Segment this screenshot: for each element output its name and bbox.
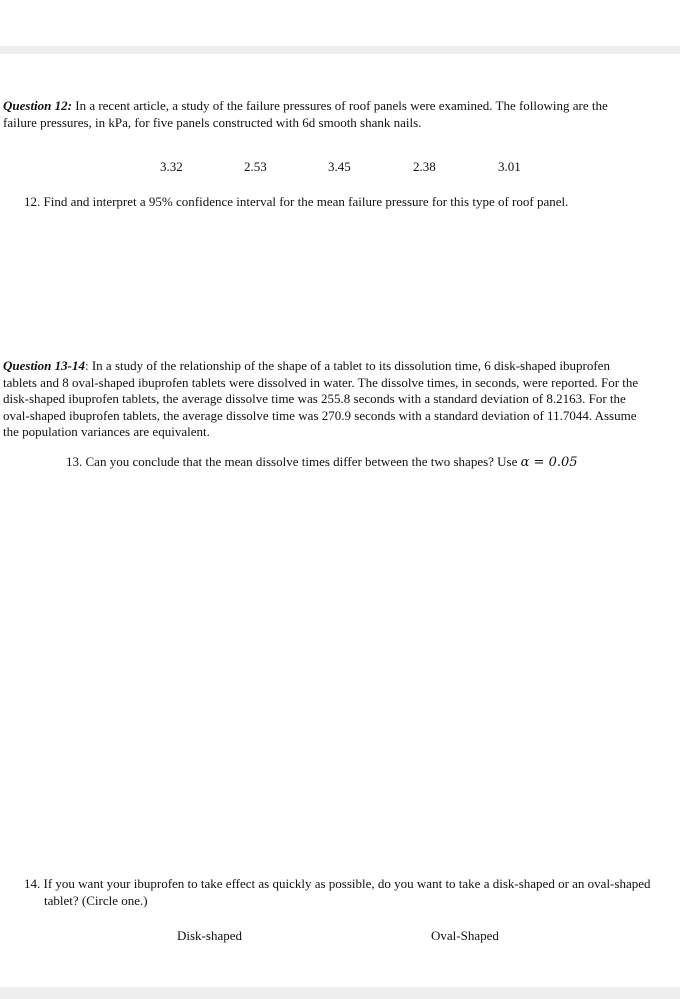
top-divider-band [0, 46, 680, 54]
question-14-prompt: 14. If you want your ibuprofen to take effect as quickly as possible, do you want to take a disk-shaped or an oval-shaped tablet? (Circle one.) [24, 876, 651, 908]
failure-pressure-values [0, 159, 680, 177]
value-item: 3.32 [160, 159, 183, 174]
question-13-14-paragraph [3, 358, 643, 441]
question-12-paragraph [3, 98, 643, 131]
question-13-14-text: : In a study of the relationship of the shape of a tablet to its dissolution time, 6 disk-shaped ibuprofen tablets and 8 oval-shaped ibuprofen tablets were dissolved in water. The dissolve times, in seconds, were reported. For the disk-shaped ibuprofen tablets, the average dissolve time was 255.8 seconds with a standard deviation of 8.2163. For the oval-shaped ibuprofen tablets, the average dissolve time was 270.9 seconds with a standard deviation of 11.7044. Assume the population variances are equivalent. [3, 358, 639, 439]
question-12-prompt: 12. Find and interpret a 95% confidence interval for the mean failure pressure for this type of roof panel. [24, 194, 569, 209]
question-12-label: Question 12: [3, 98, 72, 113]
question-13-prompt [66, 454, 578, 472]
question-12-text: In a recent article, a study of the failure pressures of roof panels were examined. The following are the failure pressures, in kPa, for five panels constructed with 6d smooth shank nails. [3, 98, 608, 130]
value-item: 2.53 [244, 159, 267, 174]
value-item: 2.38 [413, 159, 436, 174]
bottom-divider-band [0, 987, 680, 999]
choice-oval-shaped[interactable]: Oval-Shaped [431, 928, 499, 943]
value-item: 3.45 [328, 159, 351, 174]
question-13-text: 13. Can you conclude that the mean dissolve times differ between the two shapes? Use [66, 454, 521, 469]
choice-disk-shaped[interactable]: Disk-shaped [177, 928, 242, 943]
alpha-value: α = 0.05 [520, 455, 578, 470]
question-13-14-label: Question 13-14 [3, 358, 85, 373]
value-item: 3.01 [498, 159, 521, 174]
